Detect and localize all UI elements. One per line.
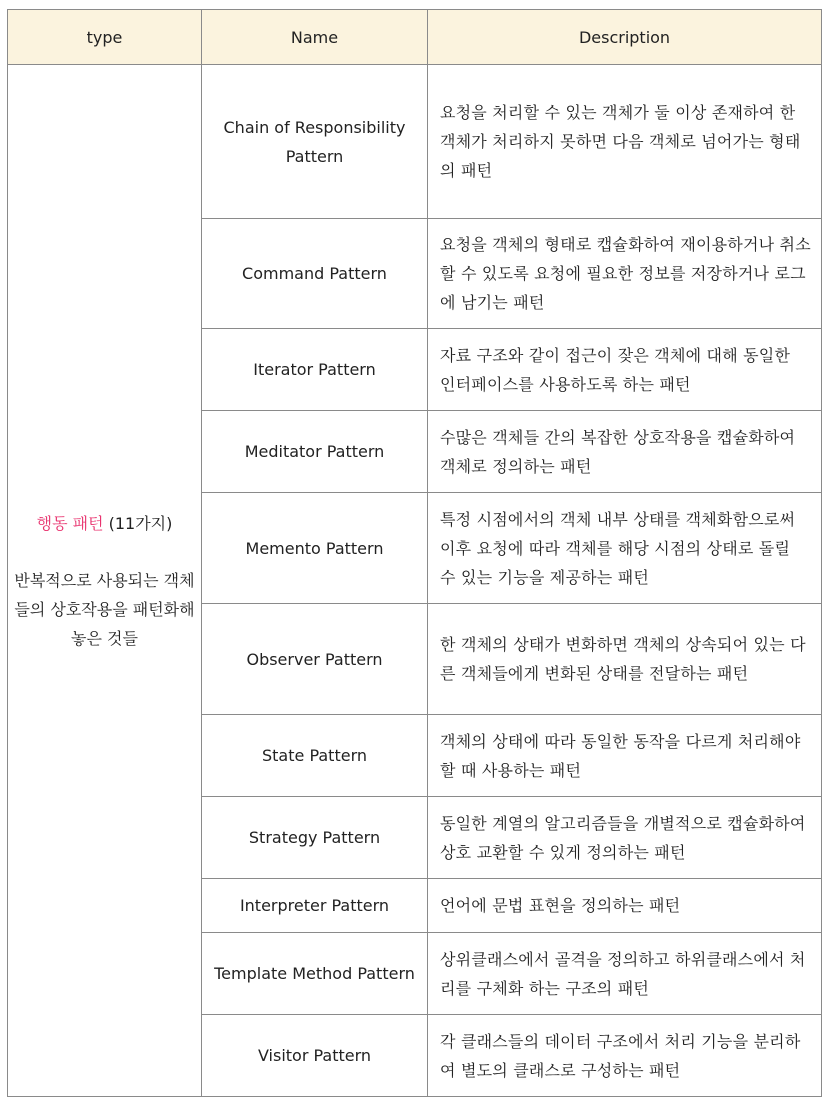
pattern-name: Command Pattern xyxy=(202,219,428,329)
pattern-name: Memento Pattern xyxy=(202,493,428,604)
table-body xyxy=(8,65,822,1097)
table-row xyxy=(8,65,822,219)
pattern-name: Meditator Pattern xyxy=(202,411,428,493)
pattern-description: 객체의 상태에 따라 동일한 동작을 다르게 처리해야 할 때 사용하는 패턴 xyxy=(428,715,822,797)
header-description: Description xyxy=(428,10,822,65)
header-row xyxy=(8,10,822,65)
pattern-name: Visitor Pattern xyxy=(202,1015,428,1097)
pattern-description: 수많은 객체들 간의 복잡한 상호작용을 캡슐화하여 객체로 정의하는 패턴 xyxy=(428,411,822,493)
pattern-description: 특정 시점에서의 객체 내부 상태를 객체화함으로써 이후 요청에 따라 객체를 해당 시점의 상태로 돌릴 수 있는 기능을 제공하는 패턴 xyxy=(428,493,822,604)
header-name: Name xyxy=(202,10,428,65)
pattern-name: State Pattern xyxy=(202,715,428,797)
pattern-description: 요청을 처리할 수 있는 객체가 둘 이상 존재하여 한 객체가 처리하지 못하면 다음 객체로 넘어가는 형태의 패턴 xyxy=(428,65,822,219)
pattern-description: 각 클래스들의 데이터 구조에서 처리 기능을 분리하여 별도의 클래스로 구성하는 패턴 xyxy=(428,1015,822,1097)
category-cell xyxy=(8,65,202,1097)
pattern-name: Interpreter Pattern xyxy=(202,879,428,933)
pattern-name: Observer Pattern xyxy=(202,604,428,715)
pattern-description: 상위클래스에서 골격을 정의하고 하위클래스에서 처리를 구체화 하는 구조의 패턴 xyxy=(428,933,822,1015)
category-count: (11가지) xyxy=(108,513,173,533)
category-description: 반복적으로 사용되는 객체들의 상호작용을 패턴화해놓은 것들 xyxy=(14,570,195,648)
pattern-name: Iterator Pattern xyxy=(202,329,428,411)
category-title xyxy=(14,509,195,538)
pattern-name: Chain of Responsibility Pattern xyxy=(202,65,428,219)
pattern-description: 언어에 문법 표현을 정의하는 패턴 xyxy=(428,879,822,933)
pattern-description: 한 객체의 상태가 변화하면 객체의 상속되어 있는 다른 객체들에게 변화된 상태를 전달하는 패턴 xyxy=(428,604,822,715)
table-header xyxy=(8,10,822,65)
pattern-name: Strategy Pattern xyxy=(202,797,428,879)
patterns-table xyxy=(7,9,822,1097)
pattern-description: 요청을 객체의 형태로 캡슐화하여 재이용하거나 취소할 수 있도록 요청에 필요한 정보를 저장하거나 로그에 남기는 패턴 xyxy=(428,219,822,329)
pattern-description: 자료 구조와 같이 접근이 잦은 객체에 대해 동일한 인터페이스를 사용하도록 하는 패턴 xyxy=(428,329,822,411)
pattern-description: 동일한 계열의 알고리즘들을 개별적으로 캡슐화하여 상호 교환할 수 있게 정의하는 패턴 xyxy=(428,797,822,879)
pattern-name: Template Method Pattern xyxy=(202,933,428,1015)
category-label: 행동 패턴 xyxy=(36,513,104,533)
header-type: type xyxy=(8,10,202,65)
